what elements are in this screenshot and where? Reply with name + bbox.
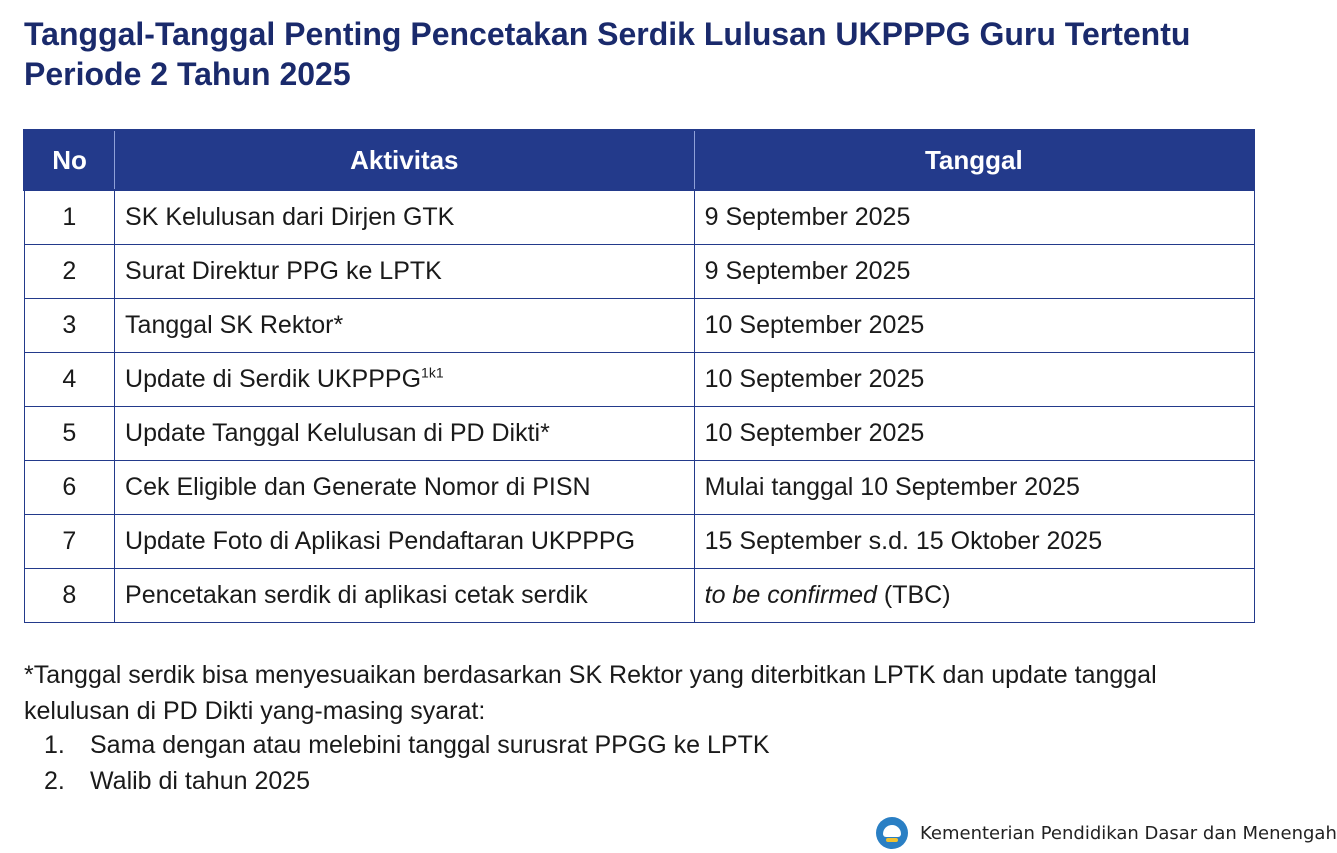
page-title-line-2: Periode 2 Tahun 2025: [24, 56, 351, 92]
date-cell: 9 September 2025: [694, 245, 1254, 299]
ministry-footer: [876, 815, 1337, 851]
table-row: [24, 461, 1254, 515]
table-row: [24, 245, 1254, 299]
date-rest-text: (TBC): [876, 581, 951, 609]
list-item-number: 1.: [44, 731, 65, 759]
activity-text: Update di Serdik UKPPPG: [125, 365, 422, 393]
table-row: [24, 190, 1254, 245]
ministry-name: Kementerian Pendidikan Dasar dan Menengah: [920, 822, 1337, 844]
date-cell: Mulai tanggal 10 September 2025: [694, 461, 1254, 515]
table-row: [24, 515, 1254, 569]
activity-cell: [115, 353, 695, 407]
footnote: *Tanggal serdik bisa menyesuaikan berdasarkan SK Rektor yang diterbitkan LPTK dan update tanggal kelulusan di PD Dikti yang-masing syarat:: [24, 661, 1157, 725]
row-number: 8: [24, 569, 115, 623]
date-cell: 10 September 2025: [694, 299, 1254, 353]
date-cell: 15 September s.d. 15 Oktober 2025: [694, 515, 1254, 569]
date-cell: 10 September 2025: [694, 407, 1254, 461]
activity-cell: Tanggal SK Rektor*: [115, 299, 695, 353]
footnote-list: [44, 727, 770, 799]
page-title: [24, 14, 1264, 94]
list-item-number: 2.: [44, 767, 65, 795]
activity-cell: SK Kelulusan dari Dirjen GTK: [115, 190, 695, 245]
row-number: 4: [24, 353, 115, 407]
row-number: 5: [24, 407, 115, 461]
row-number: 1: [24, 190, 115, 245]
list-item: [44, 763, 770, 799]
activity-cell: Pencetakan serdik di aplikasi cetak serdik: [115, 569, 695, 623]
column-header-activity: Aktivitas: [115, 130, 695, 190]
ministry-emblem-icon: [876, 817, 908, 849]
activity-cell: Update Tanggal Kelulusan di PD Dikti*: [115, 407, 695, 461]
page-title-line-1: Tanggal-Tanggal Penting Pencetakan Serdik Lulusan UKPPPG Guru Tertentu: [24, 16, 1191, 52]
table-row: [24, 353, 1254, 407]
list-item-text: Sama dengan atau melebini tanggal surusrat PPGG ke LPTK: [90, 731, 770, 759]
row-number: 2: [24, 245, 115, 299]
column-header-no: No: [24, 130, 115, 190]
list-item-text: Walib di tahun 2025: [90, 767, 311, 795]
table-row: [24, 569, 1254, 623]
column-header-date: Tanggal: [694, 130, 1254, 190]
date-cell: 10 September 2025: [694, 353, 1254, 407]
activity-cell: Surat Direktur PPG ke LPTK: [115, 245, 695, 299]
table-row: [24, 299, 1254, 353]
row-number: 7: [24, 515, 115, 569]
table-header-row: [24, 130, 1254, 190]
activity-superscript: 1k1: [421, 364, 444, 381]
date-cell: 9 September 2025: [694, 190, 1254, 245]
row-number: 6: [24, 461, 115, 515]
activity-cell: Cek Eligible dan Generate Nomor di PISN: [115, 461, 695, 515]
date-cell: [694, 569, 1254, 623]
table-row: [24, 407, 1254, 461]
schedule-table: [23, 129, 1255, 623]
row-number: 3: [24, 299, 115, 353]
date-italic-text: to be confirmed: [704, 581, 877, 609]
list-item: [44, 727, 770, 763]
activity-cell: Update Foto di Aplikasi Pendaftaran UKPPPG: [115, 515, 695, 569]
